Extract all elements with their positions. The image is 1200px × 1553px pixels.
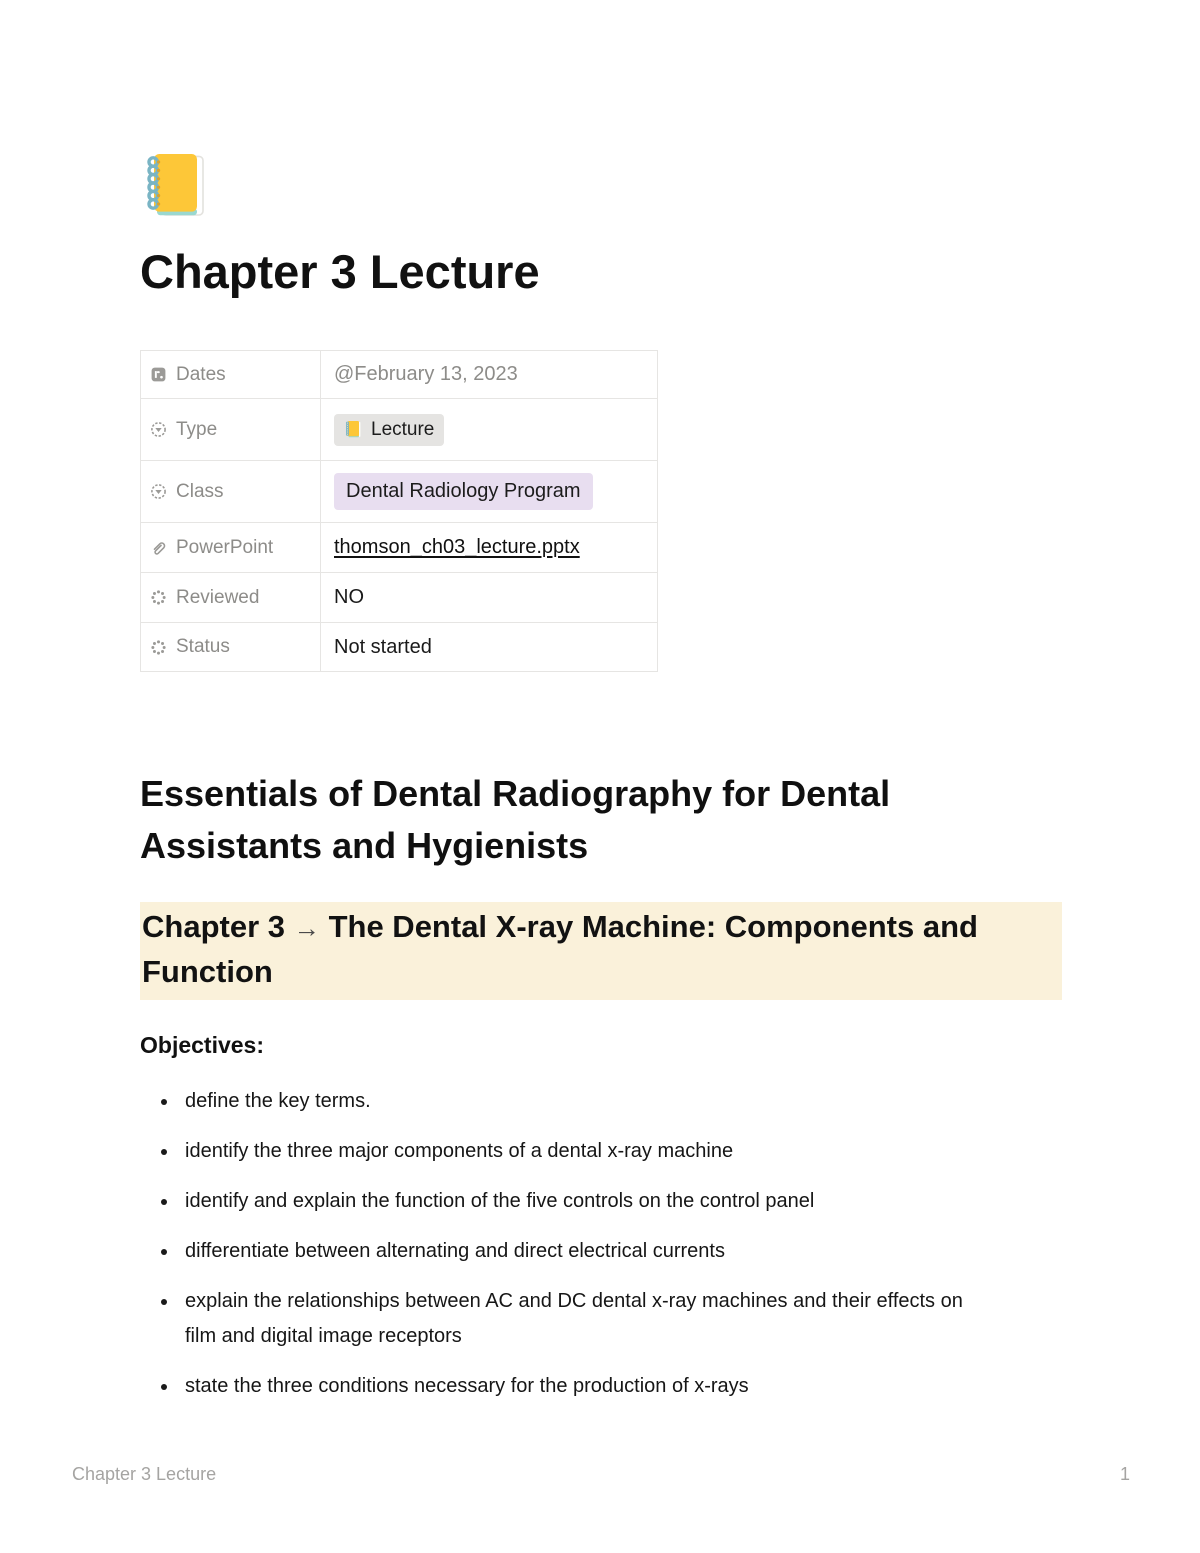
list-item: differentiate between alternating and direct electrical currents [140,1234,988,1269]
property-label: Class [176,480,224,502]
property-value-powerpoint [321,523,657,572]
list-item: state the three conditions necessary for the production of x-rays [140,1369,988,1404]
property-row-class [141,461,657,523]
objectives-heading: Objectives: [140,1032,264,1058]
property-value-class [321,461,657,522]
property-label: Dates [176,363,226,385]
property-row-powerpoint [141,523,657,573]
property-label: Reviewed [176,586,260,608]
property-row-status [141,623,657,671]
spinner-icon [150,639,167,656]
footer-page-number: 1 [1119,1464,1130,1484]
property-label: PowerPoint [176,536,274,558]
paperclip-icon [150,539,167,556]
class-tag-label: Dental Radiology Program [346,480,581,502]
list-item: explain the relationships between AC and DC dental x-ray machines and their effects on film and digital image receptors [140,1284,988,1354]
type-tag-label: Lecture [371,418,435,440]
property-row-dates [141,351,657,399]
status-value: Not started [334,635,432,658]
class-tag [334,473,593,510]
list-item: define the key terms. [140,1084,988,1119]
property-label: Type [176,418,218,440]
chapter-heading-prefix: Chapter 3 [142,909,285,944]
reviewed-value: NO [334,586,364,608]
properties-table [140,350,658,672]
property-name-reviewed [141,573,321,622]
property-name-status [141,623,321,671]
type-tag [334,414,444,446]
select-icon [150,421,167,438]
list-item: identify the three major components of a dental x-ray machine [140,1134,988,1169]
spiral-notebook-icon [140,150,212,222]
book-title-heading: Essentials of Dental Radiography for Dental Assistants and Hygienists [140,773,891,866]
property-label: Status [176,636,230,657]
property-name-type [141,399,321,460]
chapter-heading-highlight [140,902,1062,1000]
property-name-dates [141,351,321,398]
date-mention: @February 13, 2023 [334,363,518,385]
footer-document-title: Chapter 3 Lecture [72,1464,217,1484]
arrow-glyph: → [293,913,320,943]
property-name-class [141,461,321,522]
objectives-list [140,1084,988,1404]
page-icon-notebook-emoji [140,150,212,222]
property-row-type [141,399,657,461]
spiral-notebook-icon [344,420,363,439]
property-value-dates [321,351,657,398]
date-icon [150,366,167,383]
property-name-powerpoint [141,523,321,572]
select-icon [150,483,167,500]
list-item: identify and explain the function of the five controls on the control panel [140,1184,988,1219]
chapter-heading-suffix: The Dental X-ray Machine: Components and Function [142,909,978,989]
spinner-icon [150,589,167,606]
powerpoint-link[interactable]: thomson_ch03_lecture.pptx [334,536,580,558]
property-value-type [321,399,657,460]
property-value-reviewed [321,573,657,622]
page-title: Chapter 3 Lecture [140,245,540,298]
property-row-reviewed [141,573,657,623]
property-value-status [321,623,657,671]
chapter-heading [142,905,1027,993]
